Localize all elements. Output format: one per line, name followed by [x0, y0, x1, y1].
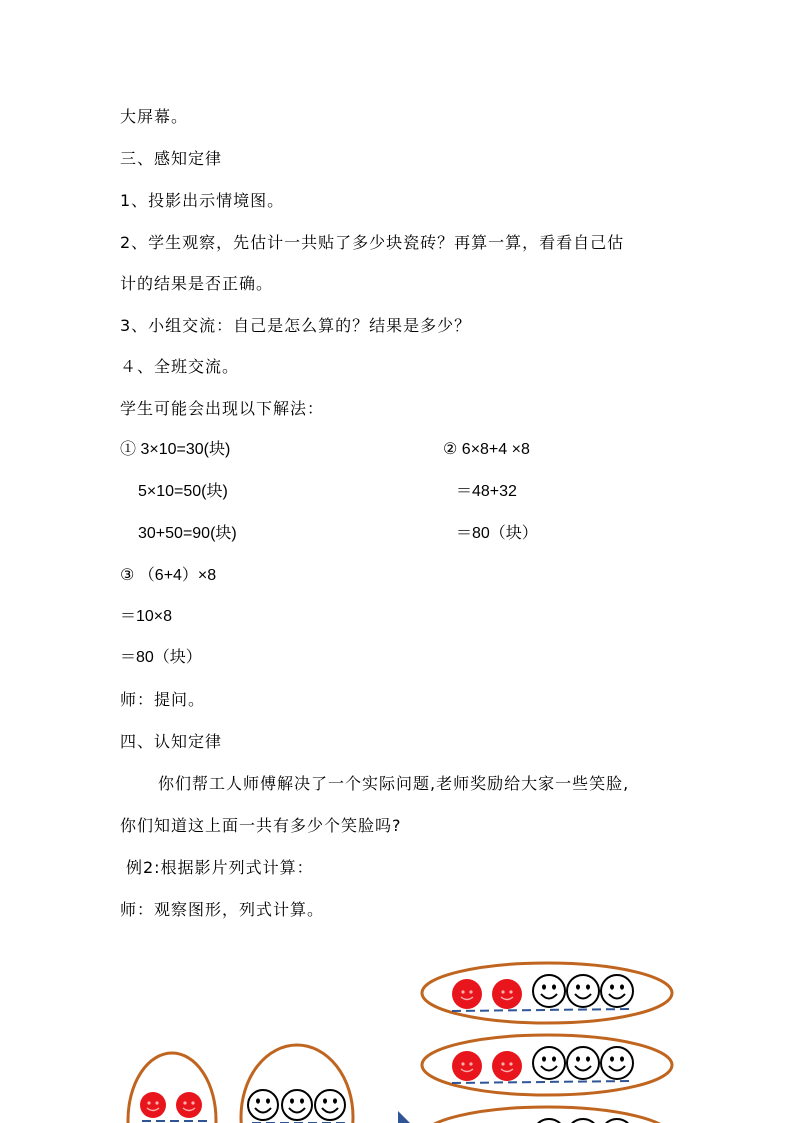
text-line: 2、学生观察，先估计一共贴了多少块瓷砖？再算一算，看看自己估	[120, 233, 625, 252]
smiley-face-icon	[567, 1047, 599, 1079]
smiley-face-icon	[533, 1047, 565, 1079]
smiley-face-icon	[282, 1090, 312, 1120]
dashed-underline	[452, 1009, 632, 1011]
paragraph-line: 你们知道这上面一共有多少个笑脸吗?	[120, 816, 402, 835]
example-label: 例2:根据影片列式计算：	[126, 858, 314, 877]
text-line: 师：提问。	[120, 690, 206, 709]
red-face-icon	[492, 1051, 522, 1081]
arrow-icon	[398, 1111, 412, 1123]
smiley-face-icon	[601, 975, 633, 1007]
method-1-step-1: ① 3×10=30(块)	[120, 441, 231, 458]
red-face-icon	[492, 979, 522, 1009]
smiley-face-icon	[567, 1119, 599, 1123]
text-line: 师：观察图形，列式计算。	[120, 900, 325, 919]
red-face-icon	[140, 1092, 166, 1118]
text-line: 1、投影出示情境图。	[120, 191, 285, 210]
text-line: 大屏幕。	[120, 107, 189, 126]
text-line: 学生可能会出现以下解法：	[120, 399, 325, 418]
smiley-figure	[0, 930, 794, 1123]
smiley-face-icon	[601, 1047, 633, 1079]
method-3-step-1: ③ （6+4）×8	[120, 567, 217, 584]
smiley-face-icon	[601, 1119, 633, 1123]
smiley-face-icon	[567, 975, 599, 1007]
red-face-icon	[452, 1051, 482, 1081]
method-1-step-3: 30+50=90(块)	[138, 525, 237, 542]
method-2-step-1: ② 6×8+4 ×8	[443, 441, 530, 458]
text-line: 计的结果是否正确。	[120, 274, 274, 293]
text-line: 3、小组交流：自己是怎么算的？结果是多少？	[120, 316, 472, 335]
paragraph-line: 你们帮工人师傅解决了一个实际问题,老师奖励给大家一些笑脸,	[158, 774, 630, 793]
red-face-icon	[452, 979, 482, 1009]
dashed-underline	[452, 1081, 632, 1083]
column-oval-red	[128, 1053, 216, 1123]
method-2-step-3: ＝80（块）	[456, 525, 538, 542]
smiley-face-icon	[533, 975, 565, 1007]
smiley-face-icon	[248, 1090, 278, 1120]
red-face-icon	[176, 1092, 202, 1118]
method-3-step-2: ＝10×8	[120, 608, 173, 625]
text-line: ４、全班交流。	[120, 357, 240, 376]
method-1-step-2: 5×10=50(块)	[138, 483, 228, 500]
smiley-face-icon	[315, 1090, 345, 1120]
section-heading-4: 四、认知定律	[120, 732, 223, 751]
smiley-face-icon	[533, 1119, 565, 1123]
method-3-step-3: ＝80（块）	[120, 649, 202, 666]
section-heading-3: 三、感知定律	[120, 149, 223, 168]
method-2-step-2: ＝48+32	[456, 483, 517, 500]
